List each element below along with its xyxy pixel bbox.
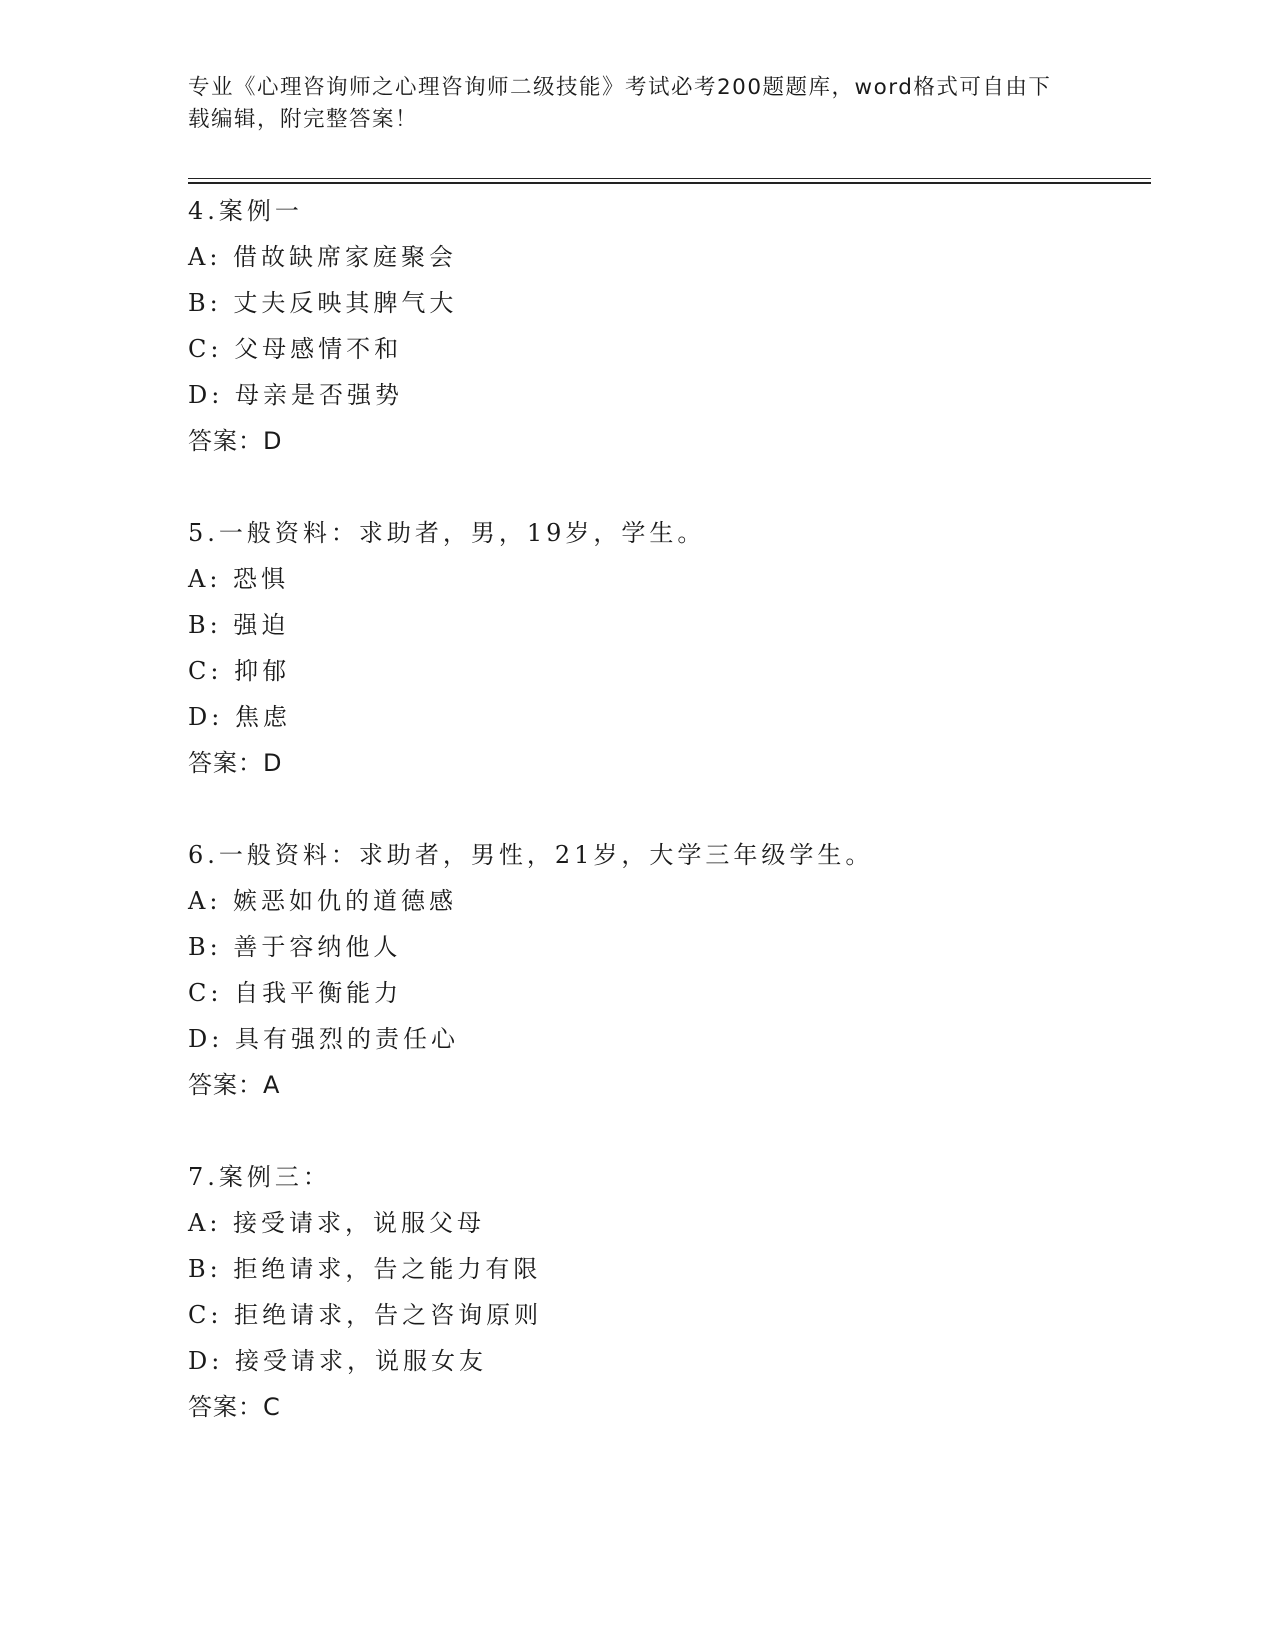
question-7 [188,1154,1148,1430]
question-stem: 7.案例三： [188,1163,331,1191]
answer-label: 答案：D [188,427,283,455]
question-list [188,188,1148,1476]
option-c: C: 父母感情不和 [188,335,403,363]
option-d: D: 接受请求，说服女友 [188,1347,487,1375]
header-divider-thick [188,182,1151,184]
option-d: D: 具有强烈的责任心 [188,1025,459,1053]
answer-label: 答案：D [188,749,283,777]
option-a: A: 接受请求，说服父母 [188,1209,486,1237]
option-b: B: 强迫 [188,611,290,639]
option-a: A: 嫉恶如仇的道德感 [188,887,458,915]
option-b: B: 拒绝请求，告之能力有限 [188,1255,542,1283]
question-stem: 4.案例一 [188,197,303,225]
document-header: 专业《心理咨询师之心理咨询师二级技能》考试必考200题题库，word格式可自由下载编辑，附完整答案！ [188,75,1052,132]
answer-label: 答案：A [188,1071,281,1099]
option-b: B: 丈夫反映其脾气大 [188,289,458,317]
option-a: A: 恐惧 [188,565,290,593]
answer-label: 答案：C [188,1393,281,1421]
question-6 [188,832,1148,1108]
option-d: D: 母亲是否强势 [188,381,403,409]
question-5 [188,510,1148,786]
option-c: C: 抑郁 [188,657,291,685]
header-divider-thin [188,178,1151,179]
option-b: B: 善于容纳他人 [188,933,402,961]
question-stem: 5.一般资料：求助者，男，19岁，学生。 [188,519,706,547]
question-stem: 6.一般资料：求助者，男性，21岁，大学三年级学生。 [188,841,874,869]
question-4 [188,188,1148,464]
option-c: C: 拒绝请求，告之咨询原则 [188,1301,543,1329]
option-a: A: 借故缺席家庭聚会 [188,243,458,271]
option-d: D: 焦虑 [188,703,291,731]
option-c: C: 自我平衡能力 [188,979,403,1007]
